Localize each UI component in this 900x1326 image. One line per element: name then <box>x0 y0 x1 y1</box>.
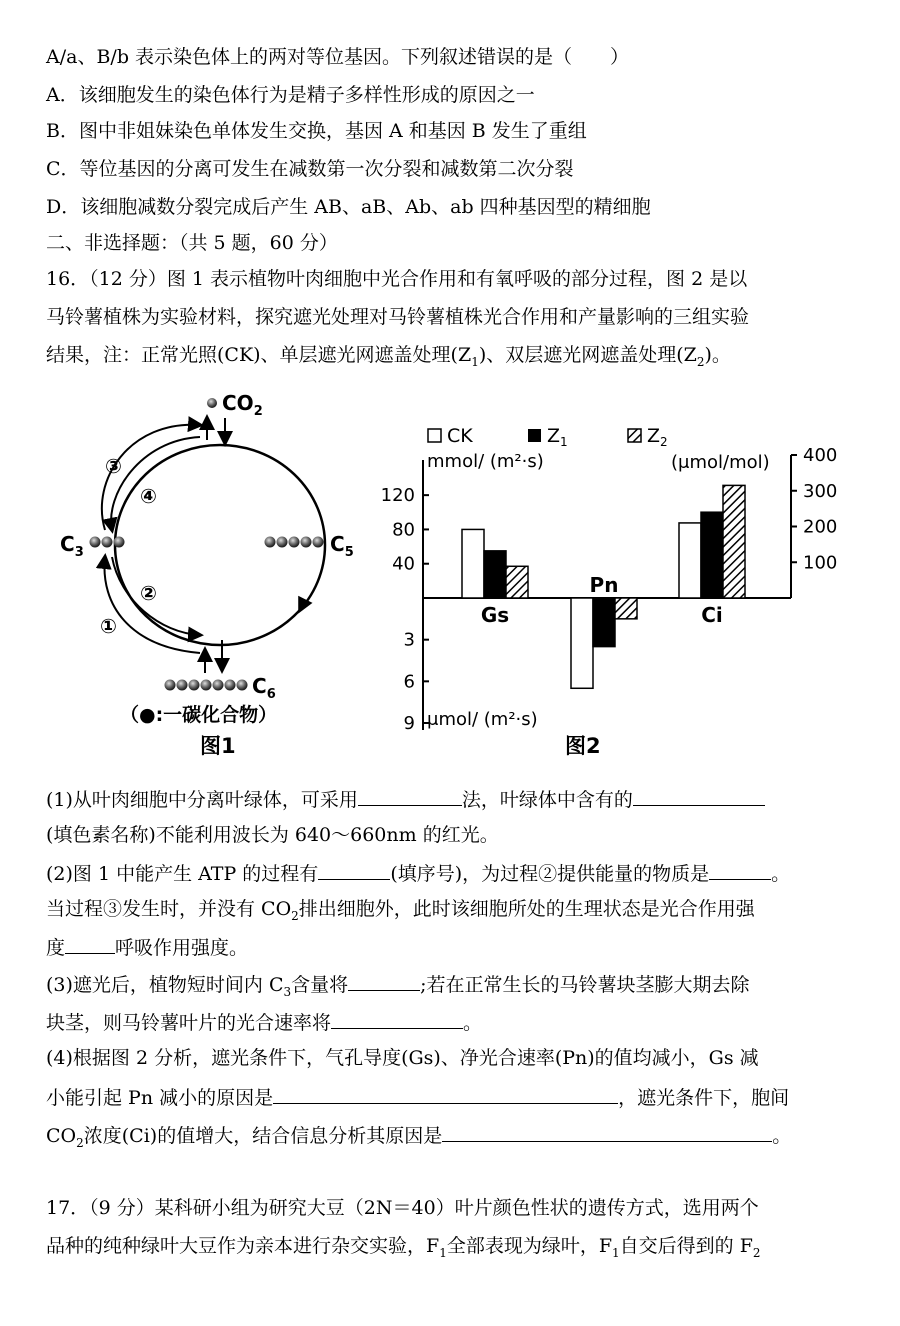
q16-part4-line2: 小能引起 Pn 减小的原因是 ，遮光条件下，胞间 <box>46 1083 789 1111</box>
svg-text:②: ② <box>140 581 157 605</box>
section-heading: 二、非选择题：（共 5 题，60 分） <box>46 232 338 254</box>
svg-text:CO2: $CO_2$ <box>222 391 263 419</box>
tick-label: 100 <box>803 552 838 574</box>
q15-option-a: A．该细胞发生的染色体行为是精子多样性形成的原因之一 <box>46 84 535 106</box>
answer-blank[interactable] <box>348 970 420 991</box>
figure-1-caption: 图1 <box>200 734 236 758</box>
answer-blank[interactable] <box>65 933 115 954</box>
tick-label: 80 <box>392 519 415 541</box>
svg-text:①: ① <box>100 614 117 638</box>
q17-line1: 17．（9 分）某科研小组为研究大豆（2N＝40）叶片颜色性状的遗传方式，选用两个 <box>46 1197 759 1219</box>
svg-text:③: ③ <box>105 454 122 478</box>
q16-part2-line1: (2)图 1 中能产生 ATP 的过程有 (填序号)，为过程②提供能量的物质是 。 <box>46 859 790 887</box>
answer-blank[interactable] <box>442 1121 772 1142</box>
legend-swatch-ck <box>428 429 441 442</box>
svg-text:C3: $C_3$ <box>60 532 84 560</box>
legend-swatch-z1 <box>528 429 541 442</box>
legend-label-ck: CK <box>447 425 473 447</box>
bar-pn-ck <box>571 598 593 688</box>
left-unit-top: mmol/ (m²·s) <box>427 451 544 472</box>
tick-label: 400 <box>803 445 838 466</box>
q17-line2: 品种的纯种绿叶大豆作为亲本进行杂交实验，$F_1$全部表现为绿叶，$F_1$自交后得到的 $F_2$ <box>46 1235 761 1260</box>
q15-option-d: D．该细胞减数分裂完成后产生 AB、aB、Ab、ab 四种基因型的精细胞 <box>46 196 651 218</box>
left-unit-bottom: μmol/ (m²·s) <box>427 709 538 730</box>
q16-part1-line2: (填色素名称)不能利用波长为 640～660nm 的红光。 <box>46 824 499 846</box>
tick-label: 300 <box>803 480 838 502</box>
category-label: Pn <box>589 573 619 597</box>
tick-label: 200 <box>803 516 838 538</box>
bar-gs-ck <box>462 529 484 598</box>
q16-part4-line1: (4)根据图 2 分析，遮光条件下，气孔导度(Gs)、净光合速率(Pn)的值均减小，Gs 减 <box>46 1047 759 1069</box>
q15-option-c: C．等位基因的分离可发生在减数第一次分裂和减数第二次分裂 <box>46 158 574 180</box>
q16-intro-3: 结果，注：正常光照(CK)、单层遮光网遮盖处理$(Z_1)$、双层遮光网遮盖处理$(Z_2)$。 <box>46 344 731 369</box>
answer-blank[interactable] <box>358 785 462 806</box>
legend-label-z2: $Z_2$ <box>647 425 668 449</box>
figure-1-calvin-cycle <box>50 385 370 765</box>
right-unit: (μmol/mol) <box>671 452 770 473</box>
q15-option-b: B．图中非姐妹染色单体发生交换，基因 A 和基因 B 发生了重组 <box>46 120 587 142</box>
q16-part4-line3: $CO_2$浓度(Ci)的值增大，结合信息分析其原因是 。 <box>46 1121 791 1156</box>
q15-stem: A/a、B/b 表示染色体上的两对等位基因。下列叙述错误的是（ ） <box>46 46 630 68</box>
bar-ci-z2 <box>723 485 745 598</box>
bar-gs-z1 <box>484 551 506 598</box>
bar-ci-ck <box>679 523 701 598</box>
q16-part2-line3: 度 呼吸作用强度。 <box>46 933 248 961</box>
figure-1-legend: （●:一碳化合物） <box>120 704 278 726</box>
legend-swatch-z2 <box>628 429 641 442</box>
bar-ci-z1 <box>701 512 723 598</box>
q16-part3-line1: (3)遮光后，植物短时间内 $C_3$含量将 ;若在正常生长的马铃薯块茎膨大期去除 <box>46 970 750 1005</box>
legend-label-z1: $Z_1$ <box>547 425 568 449</box>
category-label: Gs <box>480 603 510 627</box>
answer-blank[interactable] <box>633 785 765 806</box>
tick-label: 6 <box>403 671 415 693</box>
bar-pn-z2 <box>615 598 637 619</box>
answer-blank[interactable] <box>318 859 390 880</box>
answer-blank[interactable] <box>331 1008 463 1029</box>
figure-2-bar-chart <box>375 385 845 765</box>
svg-text:C5: $C_5$ <box>330 532 354 560</box>
tick-label: 120 <box>380 485 415 507</box>
bar-gs-z2 <box>506 566 528 598</box>
tick-label: 3 <box>403 629 415 651</box>
q16-part1-line1: (1)从叶肉细胞中分离叶绿体，可采用 法，叶绿体中含有的 <box>46 785 765 813</box>
svg-text:C6: $C_6$ <box>252 674 276 702</box>
q16-intro-1: 16．（12 分）图 1 表示植物叶肉细胞中光合作用和有氧呼吸的部分过程，图 2 是以 <box>46 268 748 290</box>
bar-pn-z1 <box>593 598 615 647</box>
answer-blank[interactable] <box>273 1083 618 1104</box>
svg-text:④: ④ <box>140 484 157 508</box>
answer-blank[interactable] <box>709 859 771 880</box>
q16-part2-line2: 当过程③发生时，并没有 $CO_2$排出细胞外，此时该细胞所处的生理状态是光合作用强 <box>46 898 755 923</box>
tick-label: 9 <box>403 713 415 734</box>
q16-part3-line2: 块茎，则马铃薯叶片的光合速率将 。 <box>46 1008 482 1036</box>
figure-2-caption: 图2 <box>565 734 601 758</box>
q16-intro-2: 马铃薯植株为实验材料，探究遮光处理对马铃薯植株光合作用和产量影响的三组实验 <box>46 306 750 328</box>
tick-label: 40 <box>392 553 415 575</box>
category-label: Ci <box>701 603 723 627</box>
carbon-dot <box>207 398 217 408</box>
